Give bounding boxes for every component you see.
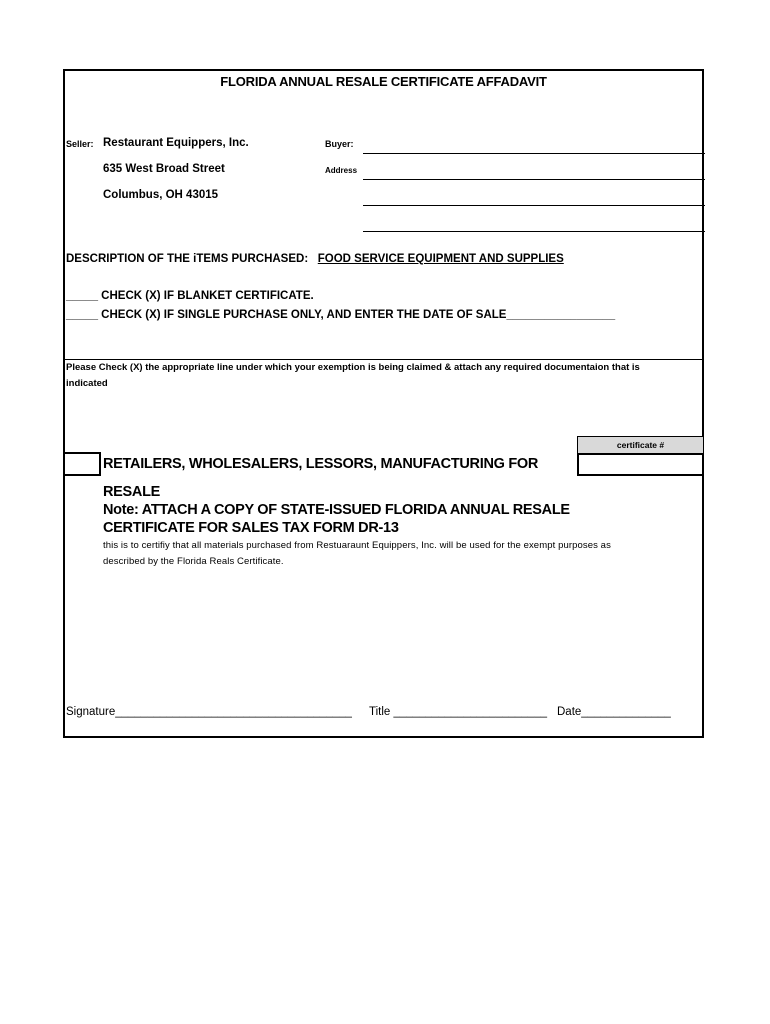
blanket-certificate-check[interactable]: _____ CHECK (X) IF BLANKET CERTIFICATE.	[66, 290, 314, 302]
address-label: Address	[325, 166, 358, 175]
seller-name: Restaurant Equippers, Inc.	[103, 137, 249, 149]
seller-street: 635 West Broad Street	[103, 163, 225, 175]
certificate-number-header: certificate #	[577, 436, 704, 454]
description-row	[66, 253, 564, 265]
buyer-label: Buyer:	[325, 139, 354, 149]
date-field[interactable]: Date______________	[557, 706, 671, 718]
seller-city: Columbus, OH 43015	[103, 189, 219, 201]
certify-text: this is to certifiy that all materials purchased from Restuaraunt Equippers, Inc. will be used for the exempt purposes as described by the Florida Reals Certificate.	[103, 540, 611, 567]
exemption-note: Note: ATTACH A COPY OF STATE-ISSUED FLORIDA ANNUAL RESALE CERTIFICATE FOR SALES TAX FORM DR-13	[103, 502, 570, 536]
seller-label: Seller:	[66, 139, 94, 149]
form-title: FLORIDA ANNUAL RESALE CERTIFICATE AFFADAVIT	[220, 74, 547, 89]
title-field[interactable]: Title ________________________	[369, 706, 547, 718]
exemption-checkbox[interactable]	[63, 452, 101, 476]
buyer-address-field-1[interactable]	[363, 179, 705, 180]
exemption-heading-line2: RESALE	[103, 484, 161, 500]
single-purchase-check[interactable]: _____ CHECK (X) IF SINGLE PURCHASE ONLY, AND ENTER THE DATE OF SALE_________________	[66, 309, 616, 321]
signature-field[interactable]: Signature_____________________________________	[66, 706, 352, 718]
buyer-name-field[interactable]	[363, 153, 705, 154]
description-label: DESCRIPTION OF THE iTEMS PURCHASED:	[66, 253, 309, 265]
buyer-address-field-3[interactable]	[363, 231, 705, 232]
instructions-text: Please Check (X) the appropriate line under which your exemption is being claimed & attach any required documentaion that is indicated	[66, 362, 640, 389]
description-value[interactable]: FOOD SERVICE EQUIPMENT AND SUPPLIES	[317, 253, 564, 265]
certificate-number-field[interactable]	[577, 453, 704, 476]
buyer-address-field-2[interactable]	[363, 205, 705, 206]
exemption-heading-line1: RETAILERS, WHOLESALERS, LESSORS, MANUFACTURING FOR	[103, 456, 539, 472]
